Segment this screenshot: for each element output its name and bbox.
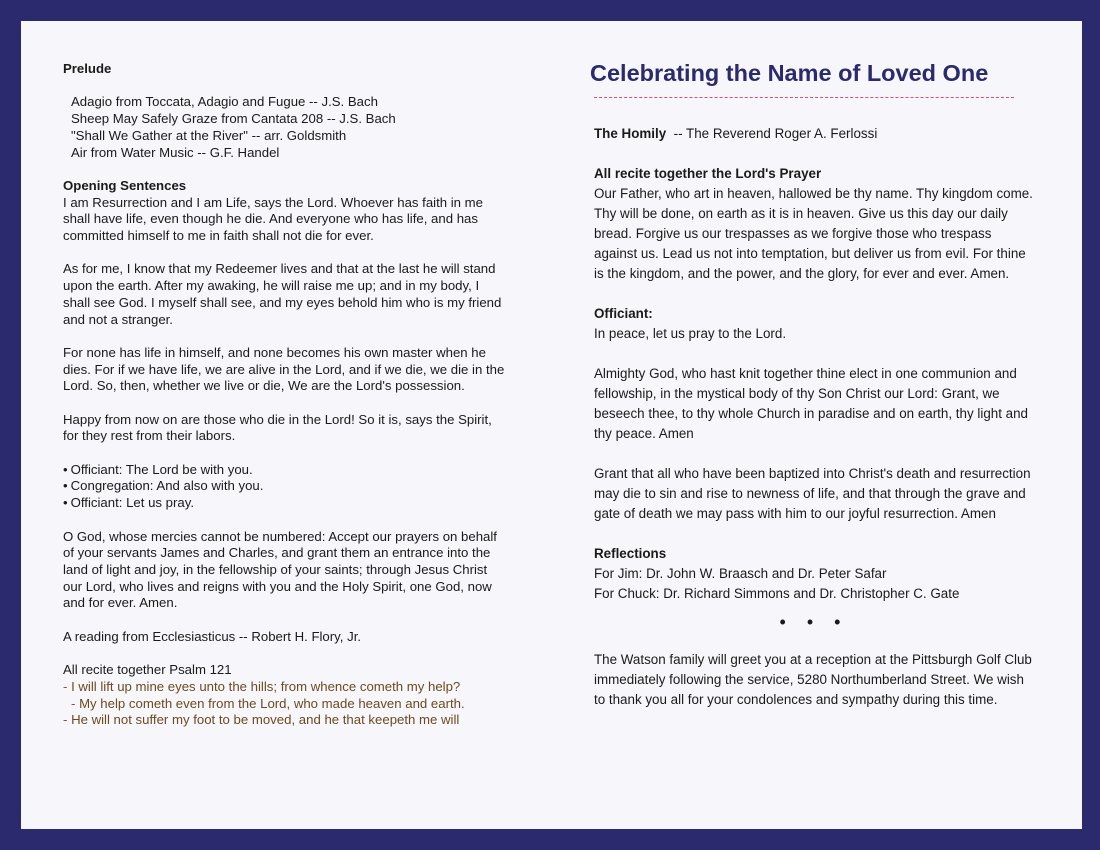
response-item: • Congregation: And also with you.	[63, 478, 508, 495]
reflection-item: For Jim: Dr. John W. Braasch and Dr. Peter Safar	[594, 566, 887, 581]
prelude-item: "Shall We Gather at the River" -- arr. Goldsmith	[71, 127, 347, 143]
prelude-item: Air from Water Music -- G.F. Handel	[71, 144, 280, 160]
prelude-item: Sheep May Safely Graze from Cantata 208 -- J.S. Bach	[71, 111, 396, 127]
opening-paragraph: For none has life in himself, and none becomes his own master when he dies. For if we have life, we are alive in the Lord, and if we die, we die in the Lord. So, then, whether we live or die, We are the Lord's possession.	[63, 344, 505, 394]
officiant-heading: Officiant:	[594, 306, 653, 321]
response-item: • Officiant: The Lord be with you.	[63, 462, 508, 479]
reflections-heading: Reflections	[594, 546, 667, 561]
program-sheet	[21, 21, 1082, 829]
reflection-item: For Chuck: Dr. Richard Simmons and Dr. Christopher C. Gate	[594, 586, 960, 601]
prelude-heading: Prelude	[63, 61, 112, 76]
officiant-text: In peace, let us pray to the Lord.	[594, 326, 787, 341]
opening-paragraph: As for me, I know that my Redeemer lives and that at the last he will stand upon the earth. After my awaking, he will raise me up; and in my body, I shall see God. I myself shall see, and my eyes behold him who is my friend and not a stranger.	[63, 261, 502, 327]
opening-paragraph: I am Resurrection and I am Life, says the Lord. Whoever has faith in me shall have life, even though he die. And everyone who has life, and has committed himself to me in faith shall not die for ever.	[63, 194, 483, 243]
prelude-item: Adagio from Toccata, Adagio and Fugue -- J.S. Bach	[71, 94, 378, 110]
section-divider-dots: • • •	[779, 612, 849, 632]
lords-prayer-text: Our Father, who art in heaven, hallowed be thy name. Thy kingdom come. Thy will be done, on earth as it is in heaven. Give us this day our daily bread. Forgive us our trespasses as we forgive those who trespass against us. Lead us not into temptation, but deliver us from evil. For thine is the kingdom, and the power, and the glory, for ever and ever. Amen.	[594, 186, 1033, 281]
responses-list	[63, 462, 508, 512]
right-column	[590, 57, 1034, 710]
homily-label: The Homily	[594, 126, 667, 141]
psalm-line: - My help cometh even from the Lord, who made heaven and earth.	[71, 695, 465, 711]
prelude-list	[63, 94, 508, 161]
homily-line	[594, 124, 1034, 144]
prayer-paragraph: Almighty God, who hast knit together thine elect in one communion and fellowship, in the mystical body of thy Son Christ our Lord: Grant, we beseech thee, to thy whole Church in paradise and on earth, thy light and thy peace. Amen	[594, 366, 1028, 441]
reading-line: A reading from Ecclesiasticus -- Robert H. Flory, Jr.	[63, 628, 362, 644]
left-column	[63, 61, 508, 729]
psalm-line: - He will not suffer my foot to be moved, and he that keepeth me will	[63, 712, 460, 728]
psalm-line: - I will lift up mine eyes unto the hills; from whence cometh my help?	[63, 678, 461, 694]
homily-text: -- The Reverend Roger A. Ferlossi	[673, 126, 878, 141]
lords-prayer-heading: All recite together the Lord's Prayer	[594, 166, 822, 181]
prayer-paragraph: O God, whose mercies cannot be numbered: Accept our prayers on behalf of your servants James and Charles, and grant them an entrance into the land of light and joy, in the fellowship of your saints; through Jesus Christ our Lord, who lives and reigns with you and the Holy Spirit, one God, now and for ever. Amen.	[63, 528, 497, 611]
page-title: Celebrating the Name of Loved One	[590, 60, 989, 86]
response-item: • Officiant: Let us pray.	[63, 495, 508, 512]
opening-paragraph: Happy from now on are those who die in the Lord! So it is, says the Spirit, for they rest from their labors.	[63, 411, 492, 444]
reception-paragraph: The Watson family will greet you at a reception at the Pittsburgh Golf Club immediately following the service, 5280 Northumberland Street. We wish to thank you all for your condolences and sympathy during this time.	[594, 652, 1032, 707]
prayer-paragraph: Grant that all who have been baptized into Christ's death and resurrection may die to sin and rise to newness of life, and that through the grave and gate of death we may pass with him to our joyful resurrection. Amen	[594, 466, 1031, 521]
opening-sentences-heading: Opening Sentences	[63, 177, 187, 193]
psalm-heading: All recite together Psalm 121	[63, 662, 232, 678]
title-divider	[594, 97, 1014, 98]
